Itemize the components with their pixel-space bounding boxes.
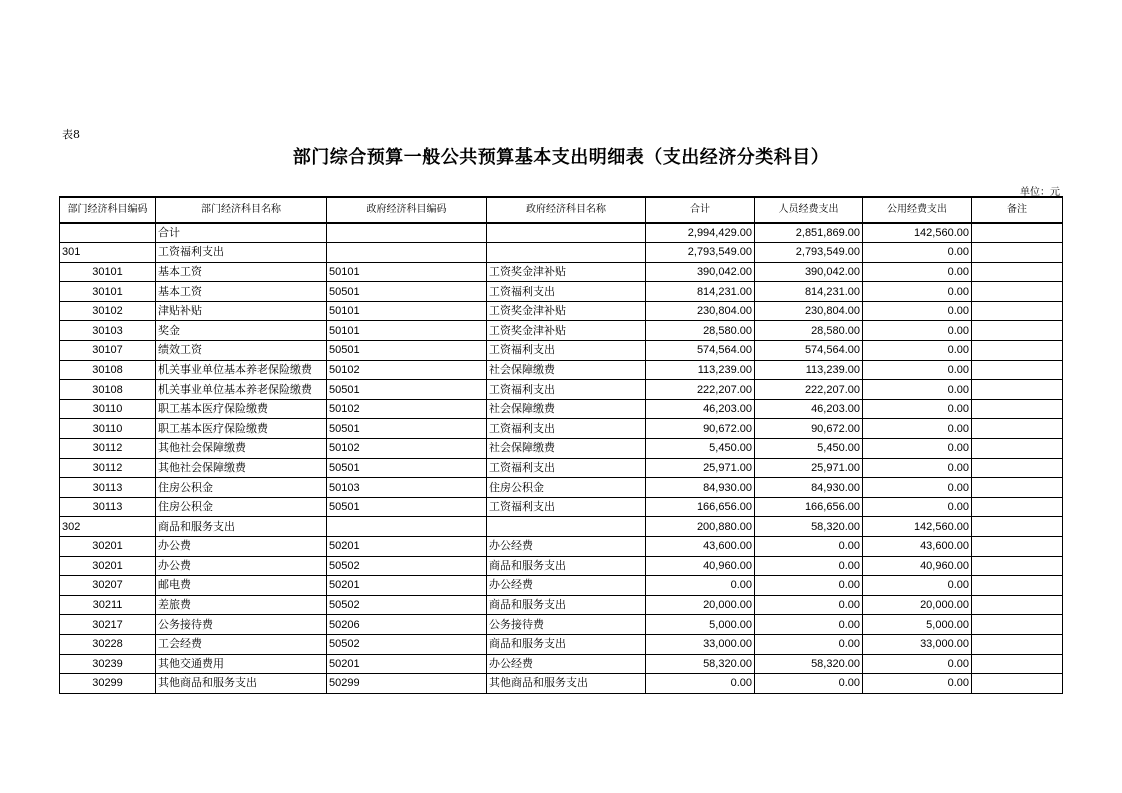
note-cell <box>972 301 1063 321</box>
table-row <box>60 654 1063 674</box>
personnel-cell: 0.00 <box>755 595 863 615</box>
dept-code-cell: 30113 <box>60 497 156 517</box>
unit-label: 单位：元 <box>1020 187 1060 198</box>
gov-code-cell <box>327 517 487 537</box>
personnel-cell: 574,564.00 <box>755 341 863 361</box>
total-cell: 0.00 <box>646 674 755 694</box>
column-header: 政府经济科目编码 <box>327 197 487 223</box>
note-cell <box>972 282 1063 302</box>
personnel-cell: 814,231.00 <box>755 282 863 302</box>
note-cell <box>972 517 1063 537</box>
gov-code-cell <box>327 223 487 243</box>
public-cell: 0.00 <box>863 497 972 517</box>
column-header: 备注 <box>972 197 1063 223</box>
public-cell: 142,560.00 <box>863 223 972 243</box>
gov-code-cell: 50502 <box>327 634 487 654</box>
table-row <box>60 243 1063 263</box>
table-number-label: 表8 <box>62 128 80 141</box>
total-cell: 90,672.00 <box>646 419 755 439</box>
column-header: 合计 <box>646 197 755 223</box>
note-cell <box>972 399 1063 419</box>
gov-code-cell: 50501 <box>327 497 487 517</box>
gov-code-cell <box>327 243 487 263</box>
gov-code-cell: 50501 <box>327 419 487 439</box>
note-cell <box>972 634 1063 654</box>
personnel-cell: 90,672.00 <box>755 419 863 439</box>
total-cell: 58,320.00 <box>646 654 755 674</box>
personnel-cell: 390,042.00 <box>755 262 863 282</box>
note-cell <box>972 458 1063 478</box>
table-row <box>60 576 1063 596</box>
table-row <box>60 399 1063 419</box>
gov-name-cell: 其他商品和服务支出 <box>487 674 646 694</box>
gov-name-cell <box>487 517 646 537</box>
dept-code-cell: 30239 <box>60 654 156 674</box>
public-cell: 33,000.00 <box>863 634 972 654</box>
dept-name-cell: 合计 <box>156 223 327 243</box>
dept-name-cell: 基本工资 <box>156 262 327 282</box>
public-cell: 0.00 <box>863 341 972 361</box>
dept-code-cell: 302 <box>60 517 156 537</box>
total-cell: 390,042.00 <box>646 262 755 282</box>
dept-name-cell: 其他社会保障缴费 <box>156 458 327 478</box>
total-cell: 230,804.00 <box>646 301 755 321</box>
gov-name-cell <box>487 243 646 263</box>
dept-name-cell: 商品和服务支出 <box>156 517 327 537</box>
table-row <box>60 517 1063 537</box>
public-cell: 0.00 <box>863 243 972 263</box>
total-cell: 200,880.00 <box>646 517 755 537</box>
gov-name-cell: 住房公积金 <box>487 478 646 498</box>
dept-code-cell: 30102 <box>60 301 156 321</box>
note-cell <box>972 243 1063 263</box>
gov-code-cell: 50101 <box>327 262 487 282</box>
dept-name-cell: 工会经费 <box>156 634 327 654</box>
dept-name-cell: 住房公积金 <box>156 478 327 498</box>
total-cell: 814,231.00 <box>646 282 755 302</box>
gov-name-cell: 社会保障缴费 <box>487 439 646 459</box>
total-cell: 222,207.00 <box>646 380 755 400</box>
dept-name-cell: 其他社会保障缴费 <box>156 439 327 459</box>
table-row <box>60 537 1063 557</box>
public-cell: 142,560.00 <box>863 517 972 537</box>
personnel-cell: 46,203.00 <box>755 399 863 419</box>
dept-code-cell: 30112 <box>60 439 156 459</box>
personnel-cell: 113,239.00 <box>755 360 863 380</box>
gov-code-cell: 50206 <box>327 615 487 635</box>
personnel-cell: 58,320.00 <box>755 654 863 674</box>
gov-name-cell: 办公经费 <box>487 537 646 557</box>
gov-code-cell: 50101 <box>327 321 487 341</box>
total-cell: 113,239.00 <box>646 360 755 380</box>
personnel-cell: 0.00 <box>755 556 863 576</box>
gov-name-cell: 工资福利支出 <box>487 458 646 478</box>
dept-code-cell: 30112 <box>60 458 156 478</box>
gov-code-cell: 50103 <box>327 478 487 498</box>
public-cell: 0.00 <box>863 380 972 400</box>
public-cell: 20,000.00 <box>863 595 972 615</box>
column-header: 人员经费支出 <box>755 197 863 223</box>
public-cell: 5,000.00 <box>863 615 972 635</box>
total-cell: 166,656.00 <box>646 497 755 517</box>
note-cell <box>972 674 1063 694</box>
total-cell: 43,600.00 <box>646 537 755 557</box>
gov-code-cell: 50501 <box>327 341 487 361</box>
dept-code-cell: 30108 <box>60 380 156 400</box>
table-row <box>60 634 1063 654</box>
total-cell: 25,971.00 <box>646 458 755 478</box>
dept-name-cell: 绩效工资 <box>156 341 327 361</box>
dept-name-cell: 公务接待费 <box>156 615 327 635</box>
gov-name-cell: 办公经费 <box>487 654 646 674</box>
dept-name-cell: 办公费 <box>156 556 327 576</box>
note-cell <box>972 321 1063 341</box>
personnel-cell: 0.00 <box>755 634 863 654</box>
note-cell <box>972 556 1063 576</box>
personnel-cell: 0.00 <box>755 674 863 694</box>
table-row <box>60 419 1063 439</box>
gov-code-cell: 50501 <box>327 380 487 400</box>
gov-name-cell: 社会保障缴费 <box>487 399 646 419</box>
public-cell: 0.00 <box>863 439 972 459</box>
personnel-cell: 28,580.00 <box>755 321 863 341</box>
dept-code-cell: 30101 <box>60 262 156 282</box>
personnel-cell: 5,450.00 <box>755 439 863 459</box>
table-row <box>60 439 1063 459</box>
total-cell: 46,203.00 <box>646 399 755 419</box>
table-row <box>60 595 1063 615</box>
personnel-cell: 84,930.00 <box>755 478 863 498</box>
personnel-cell: 230,804.00 <box>755 301 863 321</box>
table-body <box>60 223 1063 693</box>
column-header: 部门经济科目名称 <box>156 197 327 223</box>
dept-name-cell: 差旅费 <box>156 595 327 615</box>
note-cell <box>972 497 1063 517</box>
gov-name-cell: 工资福利支出 <box>487 341 646 361</box>
dept-code-cell: 30110 <box>60 419 156 439</box>
dept-code-cell: 30103 <box>60 321 156 341</box>
total-cell: 5,000.00 <box>646 615 755 635</box>
total-cell: 574,564.00 <box>646 341 755 361</box>
table-row <box>60 360 1063 380</box>
gov-code-cell: 50502 <box>327 595 487 615</box>
column-header: 政府经济科目名称 <box>487 197 646 223</box>
public-cell: 0.00 <box>863 262 972 282</box>
table-row <box>60 478 1063 498</box>
table-row <box>60 223 1063 243</box>
total-cell: 2,994,429.00 <box>646 223 755 243</box>
dept-code-cell: 30101 <box>60 282 156 302</box>
column-header: 部门经济科目编码 <box>60 197 156 223</box>
gov-name-cell: 公务接待费 <box>487 615 646 635</box>
public-cell: 0.00 <box>863 654 972 674</box>
public-cell: 0.00 <box>863 458 972 478</box>
dept-name-cell: 职工基本医疗保险缴费 <box>156 399 327 419</box>
table-row <box>60 282 1063 302</box>
table-row <box>60 458 1063 478</box>
dept-code-cell: 30299 <box>60 674 156 694</box>
note-cell <box>972 439 1063 459</box>
total-cell: 20,000.00 <box>646 595 755 615</box>
dept-name-cell: 机关事业单位基本养老保险缴费 <box>156 380 327 400</box>
dept-name-cell: 基本工资 <box>156 282 327 302</box>
note-cell <box>972 223 1063 243</box>
gov-code-cell: 50299 <box>327 674 487 694</box>
dept-name-cell: 机关事业单位基本养老保险缴费 <box>156 360 327 380</box>
gov-name-cell: 工资奖金津补贴 <box>487 321 646 341</box>
dept-code-cell: 30201 <box>60 537 156 557</box>
table-row <box>60 674 1063 694</box>
note-cell <box>972 360 1063 380</box>
table-row <box>60 497 1063 517</box>
gov-name-cell: 商品和服务支出 <box>487 556 646 576</box>
total-cell: 5,450.00 <box>646 439 755 459</box>
column-header: 公用经费支出 <box>863 197 972 223</box>
gov-code-cell: 50502 <box>327 556 487 576</box>
gov-name-cell: 社会保障缴费 <box>487 360 646 380</box>
dept-code-cell <box>60 223 156 243</box>
public-cell: 0.00 <box>863 282 972 302</box>
gov-name-cell: 工资奖金津补贴 <box>487 301 646 321</box>
public-cell: 0.00 <box>863 301 972 321</box>
gov-name-cell: 工资福利支出 <box>487 497 646 517</box>
note-cell <box>972 615 1063 635</box>
personnel-cell: 0.00 <box>755 615 863 635</box>
dept-name-cell: 职工基本医疗保险缴费 <box>156 419 327 439</box>
total-cell: 84,930.00 <box>646 478 755 498</box>
dept-code-cell: 30211 <box>60 595 156 615</box>
personnel-cell: 166,656.00 <box>755 497 863 517</box>
dept-name-cell: 津贴补贴 <box>156 301 327 321</box>
note-cell <box>972 380 1063 400</box>
personnel-cell: 222,207.00 <box>755 380 863 400</box>
budget-detail-table <box>59 196 1063 694</box>
dept-name-cell: 住房公积金 <box>156 497 327 517</box>
note-cell <box>972 576 1063 596</box>
dept-code-cell: 30107 <box>60 341 156 361</box>
public-cell: 43,600.00 <box>863 537 972 557</box>
dept-code-cell: 30207 <box>60 576 156 596</box>
note-cell <box>972 478 1063 498</box>
dept-name-cell: 工资福利支出 <box>156 243 327 263</box>
table-row <box>60 615 1063 635</box>
personnel-cell: 0.00 <box>755 576 863 596</box>
gov-name-cell: 办公经费 <box>487 576 646 596</box>
note-cell <box>972 262 1063 282</box>
public-cell: 0.00 <box>863 321 972 341</box>
document-title: 部门综合预算一般公共预算基本支出明细表（支出经济分类科目） <box>292 147 830 168</box>
gov-code-cell: 50102 <box>327 360 487 380</box>
table-row <box>60 380 1063 400</box>
gov-name-cell: 工资福利支出 <box>487 282 646 302</box>
note-cell <box>972 419 1063 439</box>
gov-name-cell: 工资奖金津补贴 <box>487 262 646 282</box>
dept-name-cell: 奖金 <box>156 321 327 341</box>
table-row <box>60 341 1063 361</box>
table-row <box>60 262 1063 282</box>
personnel-cell: 2,793,549.00 <box>755 243 863 263</box>
gov-code-cell: 50501 <box>327 458 487 478</box>
total-cell: 0.00 <box>646 576 755 596</box>
dept-code-cell: 30201 <box>60 556 156 576</box>
public-cell: 0.00 <box>863 674 972 694</box>
table-row <box>60 301 1063 321</box>
gov-name-cell <box>487 223 646 243</box>
dept-name-cell: 其他交通费用 <box>156 654 327 674</box>
personnel-cell: 25,971.00 <box>755 458 863 478</box>
table-header-row <box>60 197 1063 223</box>
total-cell: 33,000.00 <box>646 634 755 654</box>
note-cell <box>972 654 1063 674</box>
dept-code-cell: 30113 <box>60 478 156 498</box>
gov-code-cell: 50101 <box>327 301 487 321</box>
dept-code-cell: 30217 <box>60 615 156 635</box>
public-cell: 0.00 <box>863 478 972 498</box>
note-cell <box>972 595 1063 615</box>
gov-code-cell: 50201 <box>327 576 487 596</box>
public-cell: 0.00 <box>863 399 972 419</box>
personnel-cell: 58,320.00 <box>755 517 863 537</box>
table-row <box>60 556 1063 576</box>
total-cell: 40,960.00 <box>646 556 755 576</box>
public-cell: 0.00 <box>863 419 972 439</box>
dept-name-cell: 办公费 <box>156 537 327 557</box>
public-cell: 0.00 <box>863 576 972 596</box>
gov-name-cell: 工资福利支出 <box>487 380 646 400</box>
gov-code-cell: 50501 <box>327 282 487 302</box>
gov-code-cell: 50102 <box>327 439 487 459</box>
personnel-cell: 0.00 <box>755 537 863 557</box>
public-cell: 40,960.00 <box>863 556 972 576</box>
public-cell: 0.00 <box>863 360 972 380</box>
gov-name-cell: 商品和服务支出 <box>487 595 646 615</box>
dept-name-cell: 邮电费 <box>156 576 327 596</box>
dept-name-cell: 其他商品和服务支出 <box>156 674 327 694</box>
total-cell: 2,793,549.00 <box>646 243 755 263</box>
personnel-cell: 2,851,869.00 <box>755 223 863 243</box>
dept-code-cell: 301 <box>60 243 156 263</box>
gov-code-cell: 50201 <box>327 654 487 674</box>
dept-code-cell: 30110 <box>60 399 156 419</box>
total-cell: 28,580.00 <box>646 321 755 341</box>
table-row <box>60 321 1063 341</box>
dept-code-cell: 30228 <box>60 634 156 654</box>
note-cell <box>972 537 1063 557</box>
gov-code-cell: 50102 <box>327 399 487 419</box>
gov-name-cell: 商品和服务支出 <box>487 634 646 654</box>
gov-name-cell: 工资福利支出 <box>487 419 646 439</box>
dept-code-cell: 30108 <box>60 360 156 380</box>
gov-code-cell: 50201 <box>327 537 487 557</box>
note-cell <box>972 341 1063 361</box>
